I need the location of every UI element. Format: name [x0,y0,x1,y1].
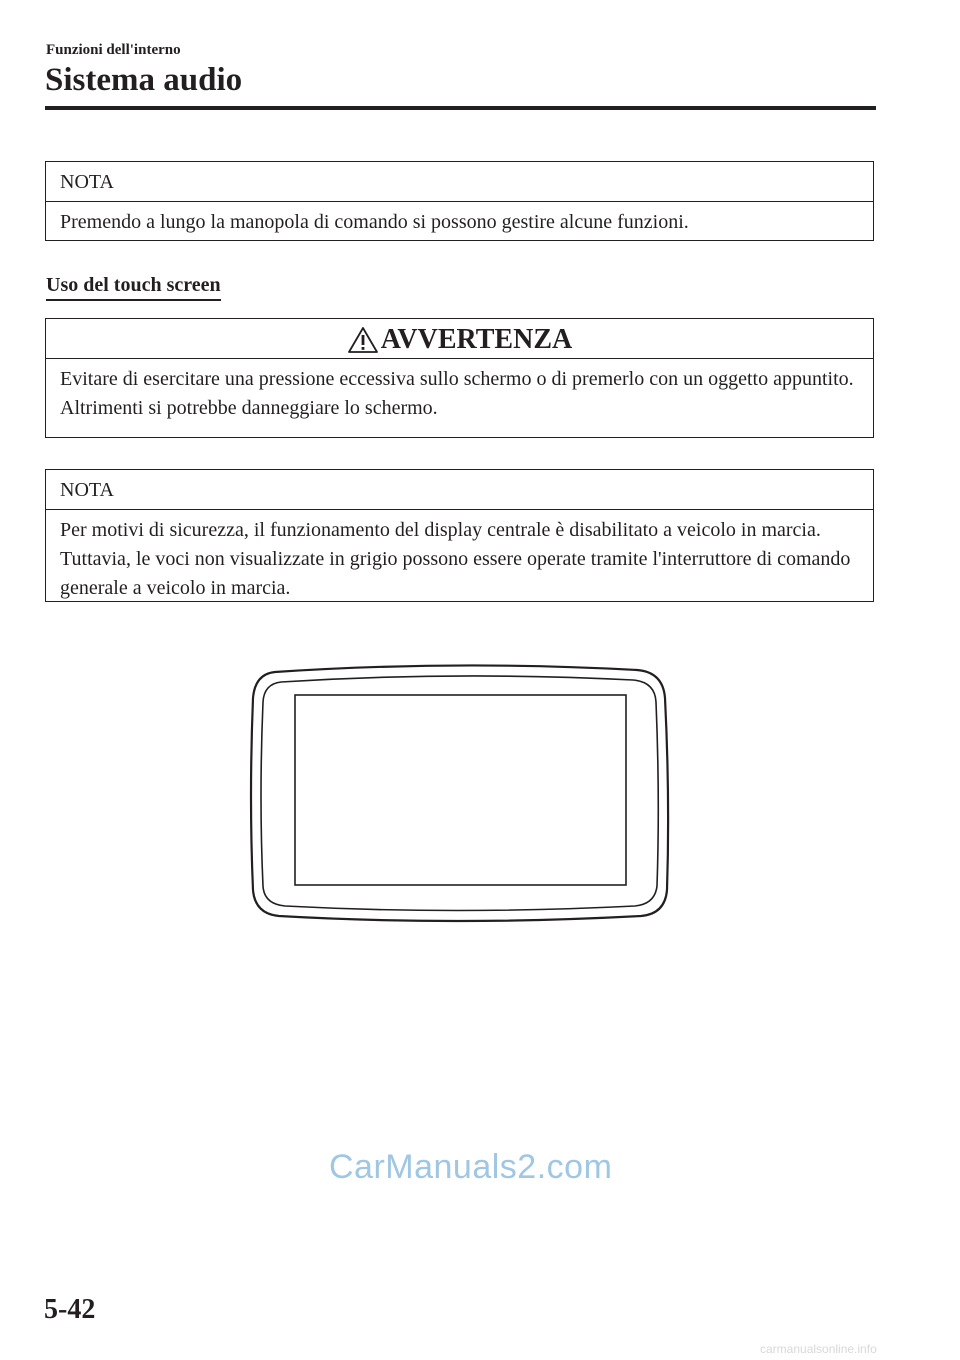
title-divider [45,106,876,110]
warning-triangle-icon [347,325,379,353]
note-text-2: Per motivi di sicurezza, il funzionamento del display centrale è disabilitato a veicolo in marcia. Tuttavia, le voci non visualizzate in grigio possono essere operate tramite l'interruttore di comando generale a veicolo in marcia. [60,519,851,599]
note-heading-1: NOTA [46,162,873,202]
section-label: Funzioni dell'interno [46,42,181,58]
center-display-illustration [245,658,675,924]
watermark: CarManuals2.com [329,1148,613,1186]
section-subheading: Uso del touch screen [46,272,221,301]
note-heading-2: NOTA [46,470,873,510]
footer-site: carmanualsonline.info [760,1342,877,1356]
note-box-1 [45,161,874,241]
warning-heading: AVVERTENZA [380,324,573,355]
page-title: Sistema audio [45,62,243,98]
warning-box [45,318,874,438]
warning-text: Evitare di esercitare una pressione eccessiva sullo schermo o di premerlo con un oggetto appuntito. Altrimenti si potrebbe danneggiare lo schermo. [60,368,854,419]
note-box-2 [45,469,874,602]
warning-header [46,319,873,359]
note-text-1: Premendo a lungo la manopola di comando si possono gestire alcune funzioni. [60,211,689,233]
page-number: 5-42 [44,1294,96,1325]
